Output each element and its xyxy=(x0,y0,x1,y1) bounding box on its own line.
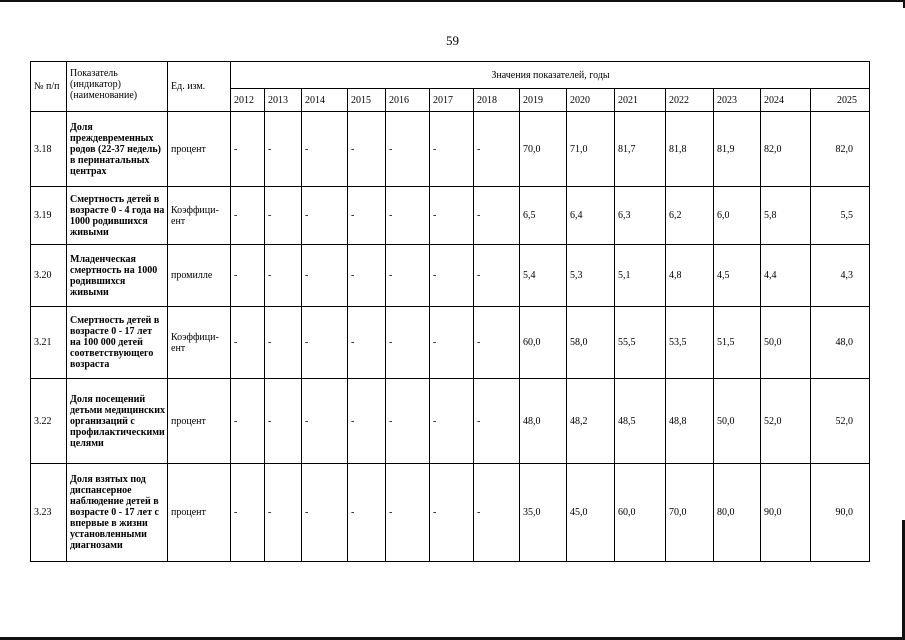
row-value: - xyxy=(474,245,520,307)
row-value: 45,0 xyxy=(567,464,615,562)
row-value: 6,5 xyxy=(520,187,567,245)
table-body xyxy=(31,112,870,562)
row-value: 60,0 xyxy=(615,464,666,562)
row-unit: промилле xyxy=(168,245,231,307)
row-value: - xyxy=(430,379,474,464)
row-value: 81,7 xyxy=(615,112,666,187)
row-value: 48,0 xyxy=(520,379,567,464)
row-value: 53,5 xyxy=(666,307,714,379)
header-year: 2012 xyxy=(231,89,265,112)
row-value: 71,0 xyxy=(567,112,615,187)
row-value: - xyxy=(348,464,386,562)
row-value: - xyxy=(474,112,520,187)
row-value: 50,0 xyxy=(714,379,761,464)
row-indicator: Доля преждевременных родов (22-37 недель) в перинатальных центрах xyxy=(67,112,168,187)
row-value: - xyxy=(474,464,520,562)
row-value: - xyxy=(265,379,302,464)
row-value: - xyxy=(430,464,474,562)
row-value: 4,4 xyxy=(761,245,811,307)
row-value: 55,5 xyxy=(615,307,666,379)
row-value: 5,1 xyxy=(615,245,666,307)
row-value: 90,0 xyxy=(811,464,870,562)
row-value: 82,0 xyxy=(761,112,811,187)
row-value: - xyxy=(386,379,430,464)
header-year: 2024 xyxy=(761,89,811,112)
row-value: 6,2 xyxy=(666,187,714,245)
row-unit: процент xyxy=(168,464,231,562)
row-value: - xyxy=(430,187,474,245)
row-value: 80,0 xyxy=(714,464,761,562)
row-value: - xyxy=(265,307,302,379)
row-value: 35,0 xyxy=(520,464,567,562)
row-value: - xyxy=(348,307,386,379)
row-indicator: Смертность детей в возрасте 0 - 17 лет на 100 000 детей соответствующего возраста xyxy=(67,307,168,379)
row-value: 48,8 xyxy=(666,379,714,464)
row-value: - xyxy=(474,379,520,464)
row-value: - xyxy=(231,307,265,379)
table-row xyxy=(31,464,870,562)
row-value: - xyxy=(302,379,348,464)
table-row xyxy=(31,187,870,245)
row-unit: Коэффици-ент xyxy=(168,307,231,379)
row-value: - xyxy=(348,245,386,307)
row-value: 5,3 xyxy=(567,245,615,307)
header-year: 2014 xyxy=(302,89,348,112)
row-value: - xyxy=(302,245,348,307)
row-value: - xyxy=(265,112,302,187)
row-value: - xyxy=(386,245,430,307)
header-year: 2017 xyxy=(430,89,474,112)
row-value: - xyxy=(430,245,474,307)
page-number: 59 xyxy=(446,33,459,48)
row-value: 48,0 xyxy=(811,307,870,379)
row-value: - xyxy=(231,187,265,245)
table-row xyxy=(31,307,870,379)
row-value: 4,5 xyxy=(714,245,761,307)
header-year: 2023 xyxy=(714,89,761,112)
row-value: 5,5 xyxy=(811,187,870,245)
row-value: - xyxy=(231,112,265,187)
row-unit: процент xyxy=(168,379,231,464)
row-value: - xyxy=(348,187,386,245)
row-number: 3.19 xyxy=(31,187,67,245)
header-year: 2015 xyxy=(348,89,386,112)
row-value: 50,0 xyxy=(761,307,811,379)
row-value: 52,0 xyxy=(811,379,870,464)
row-value: - xyxy=(302,464,348,562)
row-indicator: Младенческая смертность на 1000 родившихся живыми xyxy=(67,245,168,307)
header-year: 2019 xyxy=(520,89,567,112)
header-year: 2013 xyxy=(265,89,302,112)
row-value: 90,0 xyxy=(761,464,811,562)
header-row-1 xyxy=(31,62,870,89)
header-year: 2016 xyxy=(386,89,430,112)
row-value: 5,4 xyxy=(520,245,567,307)
header-year: 2021 xyxy=(615,89,666,112)
row-value: - xyxy=(474,187,520,245)
row-value: 51,5 xyxy=(714,307,761,379)
row-indicator: Доля посещений детьми медицинских организаций с профилактическими целями xyxy=(67,379,168,464)
row-number: 3.18 xyxy=(31,112,67,187)
row-value: 52,0 xyxy=(761,379,811,464)
row-value: - xyxy=(430,307,474,379)
row-value: - xyxy=(231,245,265,307)
row-number: 3.20 xyxy=(31,245,67,307)
row-value: - xyxy=(231,464,265,562)
row-value: - xyxy=(231,379,265,464)
row-value: - xyxy=(302,307,348,379)
row-value: - xyxy=(386,464,430,562)
row-value: 6,4 xyxy=(567,187,615,245)
row-number: 3.21 xyxy=(31,307,67,379)
row-value: 58,0 xyxy=(567,307,615,379)
row-unit: процент xyxy=(168,112,231,187)
table-row xyxy=(31,112,870,187)
header-year: 2022 xyxy=(666,89,714,112)
header-year: 2020 xyxy=(567,89,615,112)
row-value: - xyxy=(348,379,386,464)
row-value: - xyxy=(474,307,520,379)
row-number: 3.22 xyxy=(31,379,67,464)
row-value: 60,0 xyxy=(520,307,567,379)
indicators-table xyxy=(30,61,870,562)
row-value: - xyxy=(386,307,430,379)
header-year: 2018 xyxy=(474,89,520,112)
header-num: № п/п xyxy=(31,62,67,112)
header-year: 2025 xyxy=(811,89,870,112)
row-value: 48,5 xyxy=(615,379,666,464)
row-indicator: Доля взятых под диспансерное наблюдение детей в возрасте 0 - 17 лет с впервые в жизни установленными диагнозами xyxy=(67,464,168,562)
row-value: 6,0 xyxy=(714,187,761,245)
header-unit: Ед. изм. xyxy=(168,62,231,112)
row-value: 81,8 xyxy=(666,112,714,187)
row-value: - xyxy=(430,112,474,187)
row-unit: Коэффици-ент xyxy=(168,187,231,245)
page-top-border xyxy=(0,0,905,2)
table-row xyxy=(31,245,870,307)
row-value: - xyxy=(386,112,430,187)
row-value: - xyxy=(265,464,302,562)
row-value: - xyxy=(302,112,348,187)
row-value: 70,0 xyxy=(666,464,714,562)
row-value: 4,8 xyxy=(666,245,714,307)
row-value: 70,0 xyxy=(520,112,567,187)
row-value: 82,0 xyxy=(811,112,870,187)
row-value: 4,3 xyxy=(811,245,870,307)
row-number: 3.23 xyxy=(31,464,67,562)
row-value: 5,8 xyxy=(761,187,811,245)
header-values-group: Значения показателей, годы xyxy=(231,62,870,89)
row-indicator: Смертность детей в возрасте 0 - 4 года на 1000 родившихся живыми xyxy=(67,187,168,245)
row-value: 6,3 xyxy=(615,187,666,245)
row-value: - xyxy=(386,187,430,245)
row-value: - xyxy=(265,245,302,307)
row-value: 81,9 xyxy=(714,112,761,187)
row-value: - xyxy=(265,187,302,245)
row-value: 48,2 xyxy=(567,379,615,464)
header-indicator: Показатель (индикатор) (наименование) xyxy=(67,62,168,112)
row-value: - xyxy=(348,112,386,187)
table-row xyxy=(31,379,870,464)
row-value: - xyxy=(302,187,348,245)
